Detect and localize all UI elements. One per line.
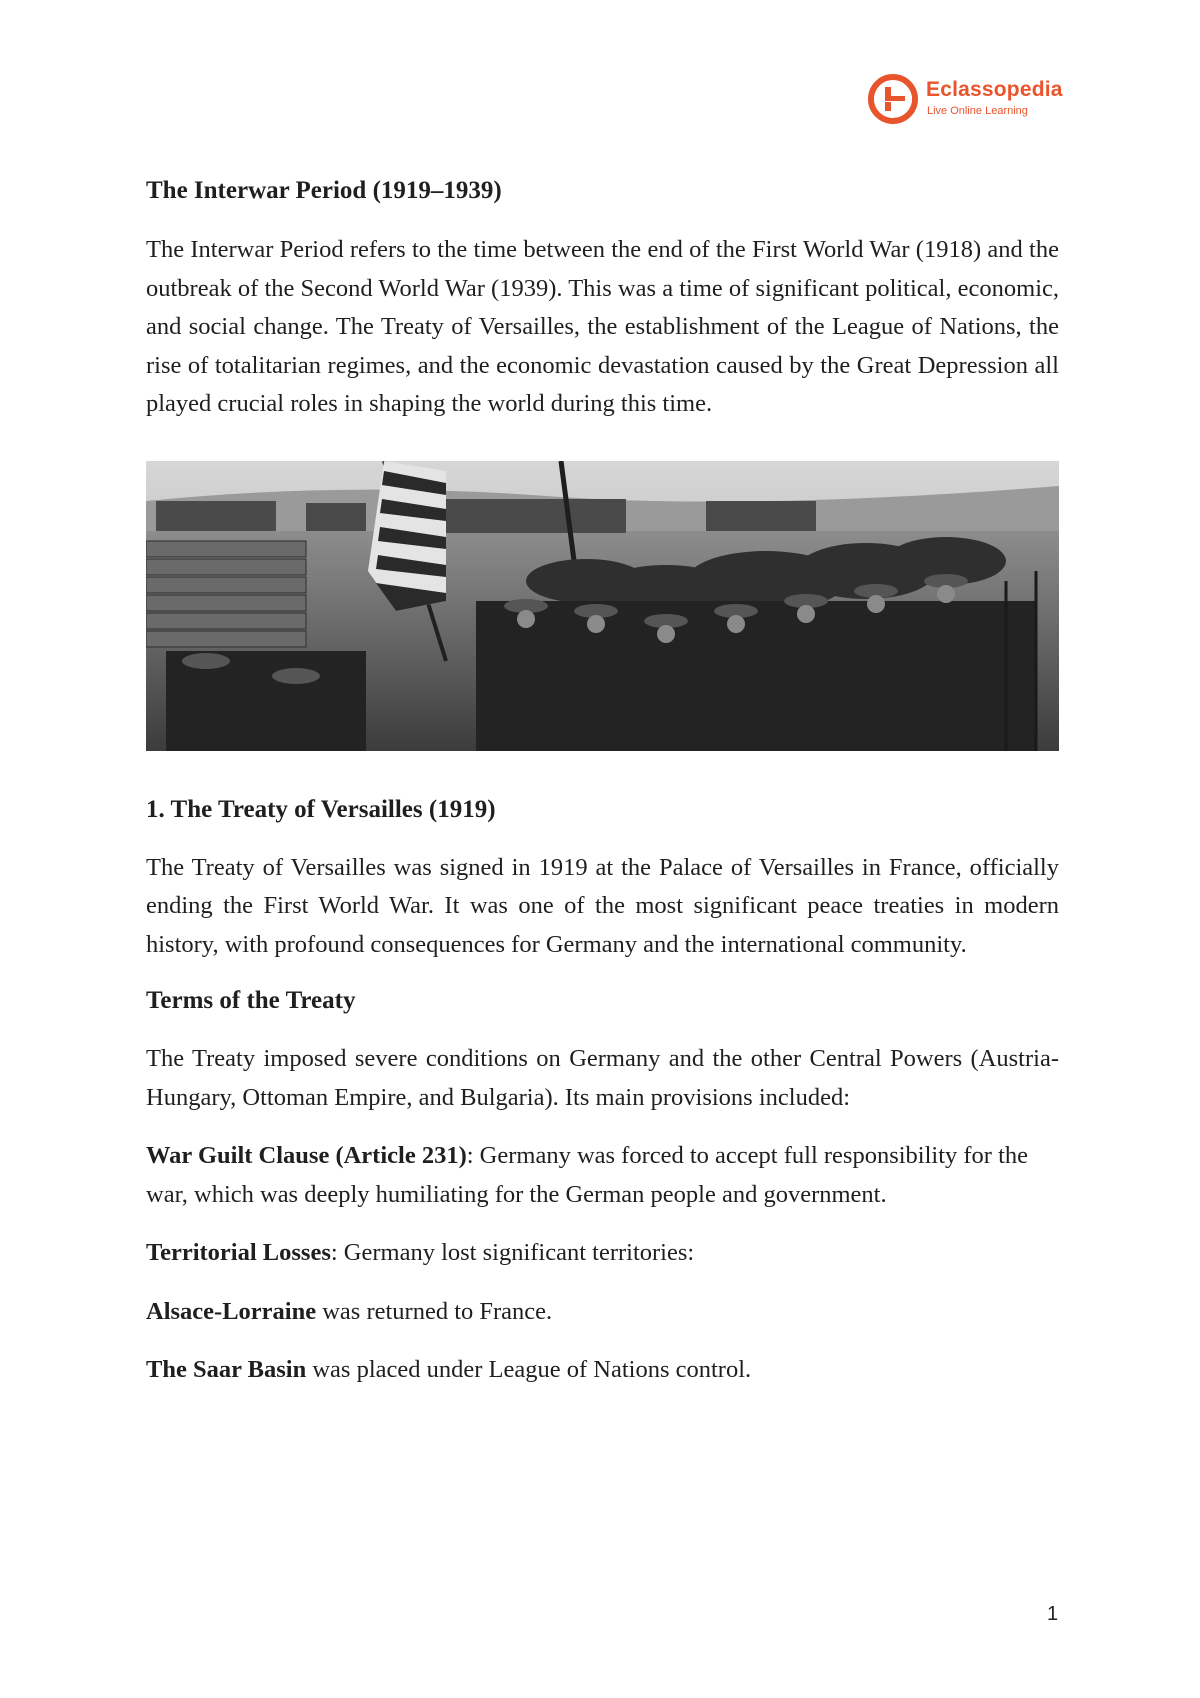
document-body [146,172,1059,1390]
section-heading-versailles: 1. The Treaty of Versailles (1919) [146,795,496,823]
war-guilt-label: War Guilt Clause (Article 231) [146,1142,467,1169]
alsace-lorraine-label: Alsace-Lorraine [146,1297,317,1325]
territorial-losses-paragraph [146,1234,1059,1273]
war-guilt-text: : Germany was forced to accept full responsibility for the war, which was deeply humiliating for the German people and government. [146,1142,1029,1208]
historical-photo-icon [146,461,1059,751]
main-heading: The Interwar Period (1919–1939) [146,177,502,204]
subheading-terms: Terms of the Treaty [146,987,356,1014]
saar-basin-paragraph [146,1351,1059,1390]
brand-tagline: Live Online Learning [927,105,1028,117]
eclassopedia-logo-icon [868,74,918,124]
terms-paragraph: The Treaty imposed severe conditions on Germany and the other Central Powers (Austria-Hungary, Ottoman Empire, and Bulgaria). Its main provisions included: [146,1045,1059,1111]
territorial-losses-text: : Germany lost significant territories: [330,1239,695,1266]
alsace-lorraine-paragraph [146,1293,1059,1332]
war-guilt-paragraph [146,1137,1046,1214]
intro-paragraph: The Interwar Period refers to the time between the end of the First World War (1918) and the outbreak of the Second World War (1939). This was a time of significant political, economic, and social change. The Treaty of Versailles, the establishment of the League of Nations, the rise of totalitarian regimes, and the economic devastation caused by the Great Depression all played crucial roles in shaping the world during this time. [146,236,1059,417]
page-number: 1 [1047,1603,1059,1625]
brand-name: Eclassopedia [926,78,1063,101]
versailles-paragraph: The Treaty of Versailles was signed in 1919 at the Palace of Versailles in France, officially ending the First World War. It was one of the most significant peace treaties in modern history, with profound consequences for Germany and the international community. [146,853,1059,958]
saar-basin-label: The Saar Basin [146,1356,307,1383]
brand-logo [868,74,1068,126]
alsace-lorraine-text: was returned to France. [316,1297,553,1325]
territorial-losses-label: Territorial Losses [146,1239,331,1266]
saar-basin-text: was placed under League of Nations control. [306,1356,752,1383]
